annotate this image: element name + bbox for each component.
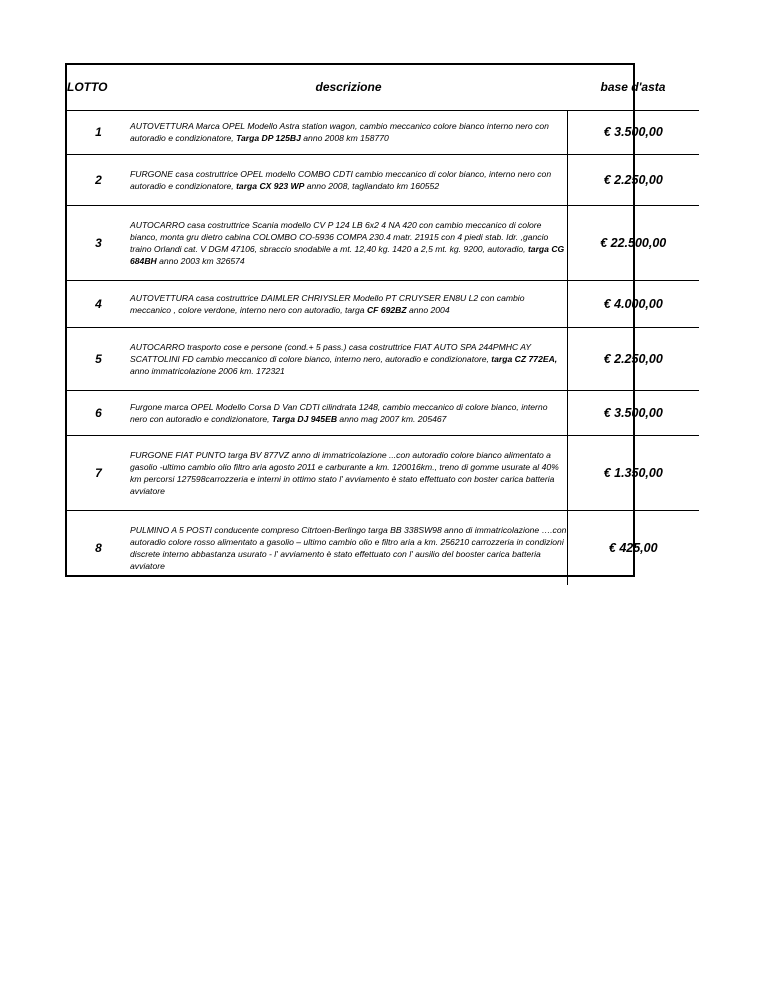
table-row: [67, 205, 699, 280]
description-text: AUTOCARRO casa costruttrice Scania modello CV P 124 LB 6x2 4 NA 420 con cambio meccanico di colore bianco, monta gru dietro cabina COLOMBO CO-5936 COMPA 230.4 matr. 21915 con 4 piedi stab. Idr. ,gancio traino Orlandi cat. V DGM 47106, sbraccio snodabile a mt. 12,40 kg. 1420 a 2,5 mt. kg. 9200, autoradio,: [130, 219, 549, 254]
table-row: [67, 327, 699, 390]
table-row: [67, 390, 699, 435]
plate-number: Targa DP 125BJ: [236, 133, 301, 143]
lot-number: 6: [67, 390, 130, 435]
lot-description: [130, 154, 567, 205]
table-row: [67, 510, 699, 585]
plate-number: CF 692BZ: [366, 304, 407, 315]
plate-number: targa CG 684BH: [130, 243, 565, 266]
description-text: AUTOVETTURA Marca OPEL Modello Astra station wagon, cambio meccanico colore bianco interno nero con autoradio e condizionatore,: [130, 121, 549, 143]
description-text: anno 2008, tagliandato km 160552: [304, 180, 440, 191]
description-text: Furgone marca OPEL Modello Corsa D Van CDTI cilindrata 1248, cambio meccanico di colore bianco, interno nero con autoradio e condizionatore,: [130, 401, 548, 424]
table-row: [67, 110, 699, 154]
description-text: anno 2004: [406, 304, 450, 315]
lot-description: [130, 205, 567, 280]
starting-price: € 2.250,00: [567, 154, 699, 205]
description-text: anno mag 2007 km. 205467: [337, 413, 447, 424]
description-text: anno 2003 km 326574: [156, 255, 245, 266]
table-row: [67, 154, 699, 205]
header-descrizione: descrizione: [315, 80, 382, 95]
description-text: AUTOCARRO trasporto cose e persone (cond.+ 5 pass.) casa costruttrice FIAT AUTO SPA 244PMHC AY SCATTOLINI FD cambio meccanico di colore bianco, interno nero, autoradio e condizionatore,: [130, 341, 531, 364]
lot-description: [130, 110, 567, 154]
description-text: anno 2008 km 158770: [300, 133, 389, 143]
lot-description: [130, 510, 567, 585]
lot-number: 4: [67, 280, 130, 327]
header-lotto: LOTTO: [67, 80, 108, 95]
lot-number: 3: [67, 205, 130, 280]
lot-description: [130, 280, 567, 327]
lot-number: 7: [67, 435, 130, 510]
starting-price: € 3.500,00: [567, 110, 699, 154]
lot-number: 2: [67, 154, 130, 205]
lot-number: 1: [67, 110, 130, 154]
starting-price: € 4.000,00: [567, 280, 699, 327]
lot-description: [130, 435, 567, 510]
plate-number: targa CZ 772EA,: [491, 353, 558, 364]
lot-description: [130, 327, 567, 390]
starting-price: € 22.500,00: [567, 205, 699, 280]
description-text: FURGONE FIAT PUNTO targa BV 877VZ anno di immatricolazione ...con autoradio colore bianco alimentato a gasolio -ultimo cambio olio filtro aria agosto 2011 e carburante a km. 120016km., treno di gomme usurate al 40% km percorsi 127598carrozzeria e interni in ottimo stato l' avviamento è stato effettuato con boster carica batteria avviatore: [130, 449, 559, 496]
plate-number: targa CX 923 WP: [236, 180, 305, 191]
header-base-asta: base d'asta: [600, 80, 666, 95]
starting-price: € 3.500,00: [567, 390, 699, 435]
auction-lots-table-frame: [65, 63, 667, 577]
table-header-row: [67, 65, 699, 110]
lot-number: 5: [67, 327, 130, 390]
starting-price: € 2.250,00: [567, 327, 699, 390]
plate-number: Targa DJ 945EB: [271, 413, 338, 424]
description-text: FURGONE casa costruttrice OPEL modello COMBO CDTI cambio meccanico di color bianco, interno nero con autoradio e condizionatore,: [130, 168, 552, 191]
description-text: PULMINO A 5 POSTI conducente compreso Citrtoen-Berlingo targa BB 338SW98 anno di immatricolazione ….con autoradio colore rosso alimentato a gasolio – ultimo cambio olio e filtro aria a km. 256210 carrozzeria in condizioni discrete interno abbastanza usurato - l' avviamento è stato effettuato con l' ausilio del booster carica batteria avviatore: [130, 524, 567, 571]
lot-number: 8: [67, 510, 130, 585]
description-text: AUTOVETTURA casa costruttrice DAIMLER CHRIYSLER Modello PT CRUYSER EN8U L2 con cambio meccanico , colore verdone, interno nero con autoradio, targa: [130, 292, 525, 315]
table-row: [67, 435, 699, 510]
lot-description: [130, 390, 567, 435]
table-row: [67, 280, 699, 327]
starting-price: € 425,00: [567, 510, 699, 585]
auction-lots-table: [67, 65, 699, 585]
description-text: anno immatricolazione 2006 km. 172321: [130, 365, 285, 376]
starting-price: € 1.350,00: [567, 435, 699, 510]
